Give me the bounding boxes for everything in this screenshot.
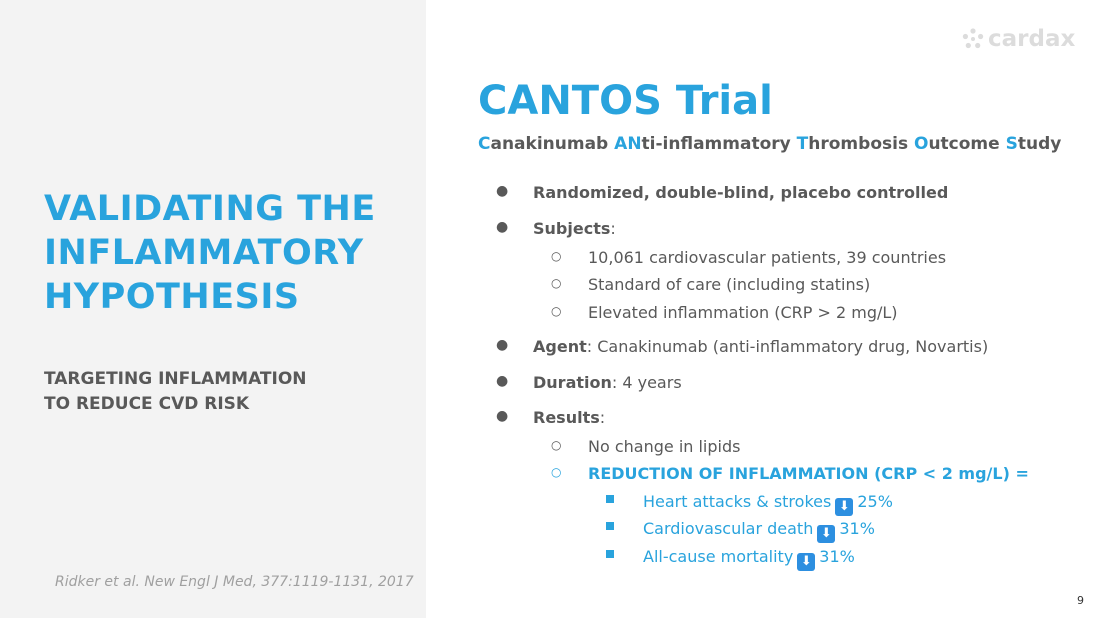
outcome-label: Cardiovascular death xyxy=(643,519,814,538)
outcome-value: 31% xyxy=(839,519,875,538)
acronym-letter: C xyxy=(478,134,491,154)
slide-title: CANTOS Trial xyxy=(478,78,773,124)
outcome-label: All-cause mortality xyxy=(643,547,794,566)
subjects-item-text: Standard of care (including statins) xyxy=(588,275,871,294)
section-title-line: INFLAMMATORY xyxy=(44,233,364,273)
bullet-circle-icon: ○ xyxy=(551,276,562,290)
agent-value: : Canakinumab (anti-inflammatory drug, Novartis) xyxy=(586,337,989,356)
bullet-dot-icon: ● xyxy=(496,373,509,389)
cardax-logo xyxy=(962,26,1075,52)
acronym-text: utcome xyxy=(928,134,1006,154)
acronym-letter: S xyxy=(1005,134,1018,154)
bullet-dot-icon: ● xyxy=(496,408,509,424)
acronym-letter: O xyxy=(913,134,929,154)
outcome-label: Heart attacks & strokes xyxy=(643,492,832,511)
outcome-value: 25% xyxy=(857,492,893,511)
left-panel xyxy=(0,0,426,618)
agent-label: Agent xyxy=(533,337,587,356)
acronym-text: tudy xyxy=(1017,134,1062,154)
down-arrow-icon: ⬇ xyxy=(835,498,853,516)
cardax-star-icon xyxy=(962,28,984,50)
subjects-label: Subjects xyxy=(533,219,611,238)
down-arrow-icon: ⬇ xyxy=(817,525,835,543)
section-title-line: HYPOTHESIS xyxy=(44,277,300,317)
page-number: 9 xyxy=(1077,594,1084,607)
bullet-circle-icon: ○ xyxy=(551,438,562,452)
acronym-letter: T xyxy=(796,134,809,154)
bullet-square-icon xyxy=(606,495,614,503)
duration-value: : 4 years xyxy=(611,373,682,392)
section-subtitle xyxy=(44,367,307,417)
acronym-text: anakinumab xyxy=(490,134,615,154)
inflammation-reduction-heading: REDUCTION OF INFLAMMATION (CRP < 2 mg/L) = xyxy=(588,464,1029,483)
duration-label: Duration xyxy=(533,373,612,392)
results-item-text: No change in lipids xyxy=(588,437,741,456)
bullet-circle-icon: ○ xyxy=(551,249,562,263)
trial-acronym-expansion xyxy=(478,134,1061,154)
section-title-line: VALIDATING THE xyxy=(44,189,376,229)
down-arrow-icon: ⬇ xyxy=(797,553,815,571)
subjects-item-text: 10,061 cardiovascular patients, 39 countries xyxy=(588,248,947,267)
subjects-item-text: Elevated inflammation (CRP > 2 mg/L) xyxy=(588,303,898,322)
design-text: Randomized, double-blind, placebo controlled xyxy=(533,183,949,202)
citation: Ridker et al. New Engl J Med, 377:1119-1131, 2017 xyxy=(55,574,414,590)
subtitle-line: TO REDUCE CVD RISK xyxy=(44,394,250,414)
outcome-value: 31% xyxy=(819,547,855,566)
bullet-dot-icon: ● xyxy=(496,183,509,199)
logo-text: cardax xyxy=(988,26,1076,52)
bullet-square-icon xyxy=(606,522,614,530)
results-label: Results xyxy=(533,408,600,427)
bullet-dot-icon: ● xyxy=(496,219,509,235)
bullet-dot-icon: ● xyxy=(496,337,509,353)
subtitle-line: TARGETING INFLAMMATION xyxy=(44,369,307,389)
acronym-letter: AN xyxy=(614,134,642,154)
bullet-circle-icon: ○ xyxy=(551,465,562,479)
bullet-square-icon xyxy=(606,550,614,558)
section-title xyxy=(44,187,376,319)
acronym-text: ti-inflammatory xyxy=(641,134,797,154)
acronym-text: hrombosis xyxy=(808,134,914,154)
bullet-circle-icon: ○ xyxy=(551,304,562,318)
